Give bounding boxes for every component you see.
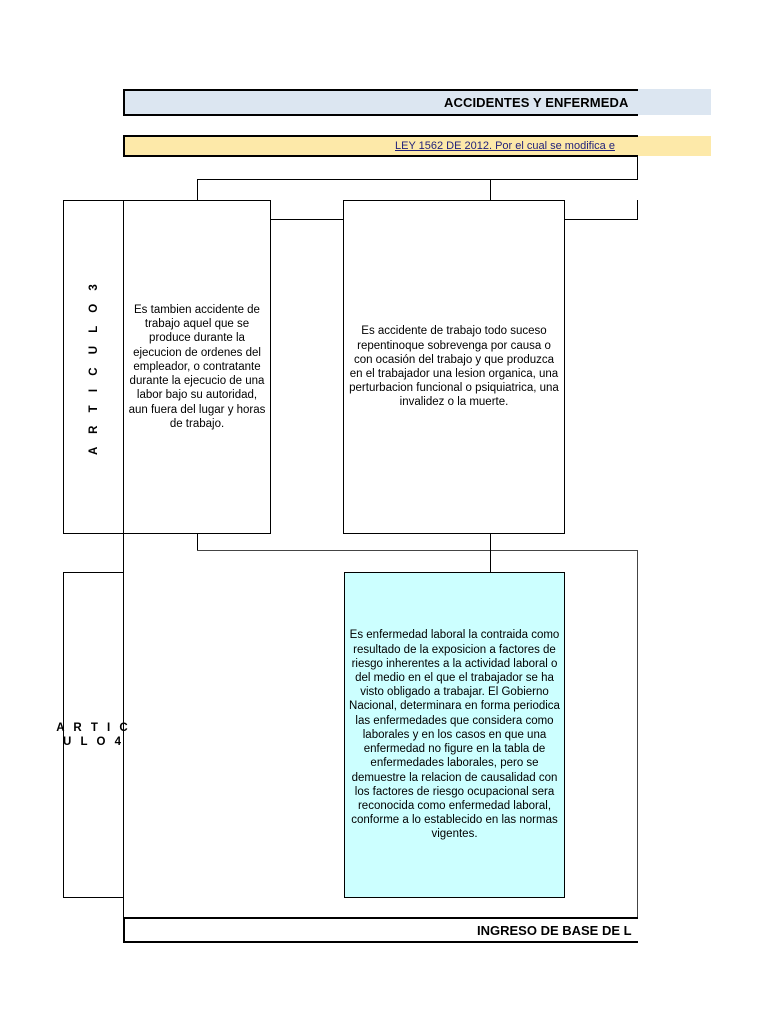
articulo3-label-box bbox=[63, 200, 124, 534]
bottom-banner bbox=[123, 917, 638, 943]
connector-right-vertical bbox=[637, 551, 638, 918]
law-banner bbox=[123, 135, 638, 157]
connector-to-left-box bbox=[197, 179, 198, 200]
law-banner-extension bbox=[638, 136, 711, 156]
connector-right-horizontal bbox=[564, 219, 638, 220]
articulo3-left-box bbox=[123, 200, 271, 534]
articulo4-text: Es enfermedad laboral la contraida como resultado de la exposicion a factores de riesgo inherentes a la actividad laboral o del medio en el que el trabajador se ha visto obligado a trabajar. El Gobierno Nacional, determinara en forma periodica las enfermedades que considera como laborales y en los casos en que una enfermedad no figure en la tabla de enfermedades laborales, pero se demuestre la relacion de causalidad con los factores de riesgo ocupacional sera reconocida como enfermedad laboral, conforme a lo establecido en las normas vigentes. bbox=[349, 629, 560, 841]
articulo4-label-line2: U L O 4 bbox=[62, 736, 125, 748]
connector-between-boxes bbox=[270, 219, 344, 220]
title-banner bbox=[123, 89, 638, 116]
connector-left-box-down bbox=[197, 534, 198, 551]
bottom-title: INGRESO DE BASE DE L bbox=[477, 923, 632, 938]
articulo3-label: A R T I C U L O 3 bbox=[87, 279, 100, 455]
connector-right-stub bbox=[637, 200, 638, 220]
articulo3-left-text: Es tambien accidente de trabajo aquel que se produce durante la ejecucion de ordenes del empleador, o contratante durante la ejecucio de una labor bajo su autoridad, aun fuera del lugar y horas de trabajo. bbox=[128, 304, 266, 430]
title-banner-extension bbox=[638, 89, 711, 115]
articulo3-center-box bbox=[343, 200, 565, 534]
articulo3-center-text: Es accidente de trabajo todo suceso repentinoque sobrevenga por causa o con ocasión del trabajo y que produzca en el trabajador una lesion organica, una perturbacion funcional o psiquiatrica, una invalidez o la muerte. bbox=[349, 325, 559, 409]
articulo4-label-box bbox=[56, 572, 131, 898]
articulo4-label-line1: A R T I C bbox=[56, 721, 131, 734]
law-link[interactable]: LEY 1562 DE 2012. Por el cual se modifica e bbox=[395, 140, 615, 152]
page-title: ACCIDENTES Y ENFERMEDA bbox=[444, 95, 629, 110]
connector-to-center-box bbox=[490, 179, 491, 200]
connector-middle-horizontal bbox=[197, 550, 638, 551]
connector-law-down bbox=[637, 157, 638, 180]
connector-top-horizontal bbox=[197, 179, 638, 180]
articulo4-text-box bbox=[344, 572, 565, 898]
connector-center-down bbox=[490, 534, 491, 572]
